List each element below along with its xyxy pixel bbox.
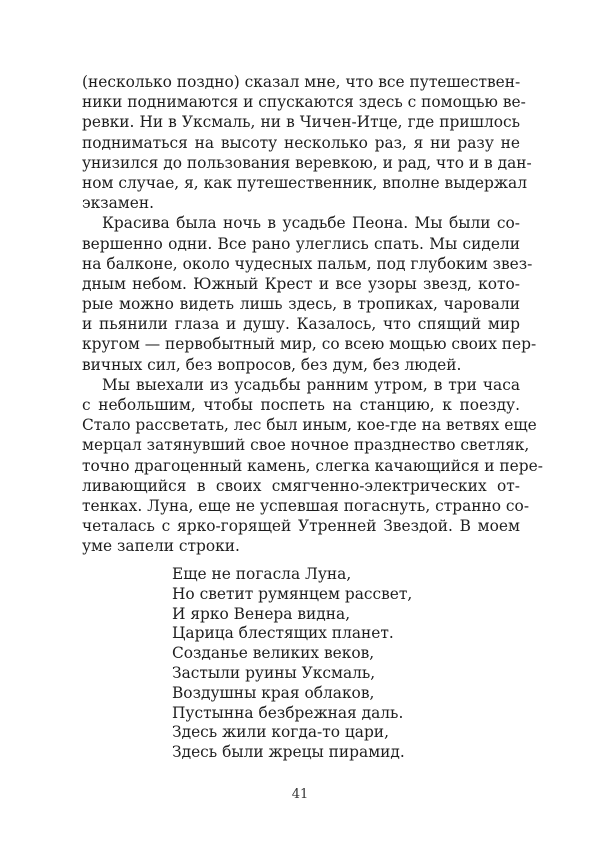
text-line: мерцал затянувший свое ночное празднество светляк,	[82, 436, 530, 455]
text-line: ном случае, я, как путешественник, вполне выдержал	[82, 173, 528, 192]
text-line: кругом — первобытный мир, со всею мощью своих пер-	[82, 335, 537, 354]
text-line: уме запели строки.	[82, 537, 240, 556]
text-line: точно драгоценный камень, слегка качающийся и пере-	[82, 456, 543, 475]
text-line: рые можно видеть лишь здесь, в тропиках, чаровали	[82, 295, 520, 314]
text-line: ники поднимаются и спускаются здесь с помощью ве-	[82, 93, 526, 112]
text-line: дным небом. Южный Крест и все узоры звезд, кото-	[82, 274, 520, 293]
paragraph	[82, 213, 537, 375]
text-line: тенках. Луна, еще не успевшая погаснуть, странно со-	[82, 496, 530, 515]
text-line: и пьянили глаза и душу. Казалось, что спящий мир	[82, 315, 520, 334]
text-line: ливающийся в своих смягченно-электрических от-	[82, 476, 520, 495]
text-line: Красива была ночь в усадьбе Пеона. Мы были со-	[102, 214, 520, 233]
poem-line: Воздушны края облаков,	[172, 683, 375, 702]
text-line: Мы выехали из усадьбы ранним утром, в три часа	[102, 375, 520, 394]
text-line: ревки. Ни в Уксмаль, ни в Чичен-Итце, где пришлось	[82, 113, 520, 132]
poem-line: Еще не погасла Луна,	[172, 565, 352, 583]
poem-line: Но светит румянцем рассвет,	[172, 584, 413, 603]
poem-line: Созданье великих веков,	[172, 644, 375, 663]
text-line: на балконе, около чудесных пальм, под глубоким звез-	[82, 254, 533, 273]
poem-line: Пустынна безбрежная даль.	[172, 703, 404, 722]
text-line: подниматься на высоту несколько раз, я ни разу не	[82, 133, 520, 152]
paragraph	[82, 72, 532, 213]
text-line: с небольшим, чтобы поспеть на станцию, к поезду.	[82, 396, 520, 414]
poem-line: Застыли руины Уксмаль,	[172, 663, 376, 682]
text-line: экзамен.	[82, 194, 155, 213]
page-number: 41	[291, 787, 309, 802]
text-line: (несколько поздно) сказал мне, что все путешествен-	[82, 73, 521, 91]
text-line: унизился до пользования веревкою, и рад, что и в дан-	[82, 153, 532, 172]
poem-line: И ярко Венера видна,	[172, 604, 351, 623]
poem-line: Здесь были жрецы пирамид.	[172, 743, 405, 762]
text-line: Стало рассветать, лес был иным, кое-где на ветвях еще	[82, 416, 537, 435]
text-line: вичных сил, без вопросов, без дум, без людей.	[82, 355, 462, 374]
prose-block	[82, 72, 543, 557]
paragraph	[82, 375, 543, 557]
text-line: вершенно одни. Все рано улеглись спать. Мы сидели	[82, 234, 520, 253]
poem-line: Здесь жили когда-то цари,	[172, 723, 389, 742]
poem-line: Царица блестящих планет.	[172, 624, 394, 643]
text-line: четалась с ярко-горящей Утренней Звездой. В моем	[82, 517, 520, 536]
poem-stanza	[172, 565, 492, 763]
